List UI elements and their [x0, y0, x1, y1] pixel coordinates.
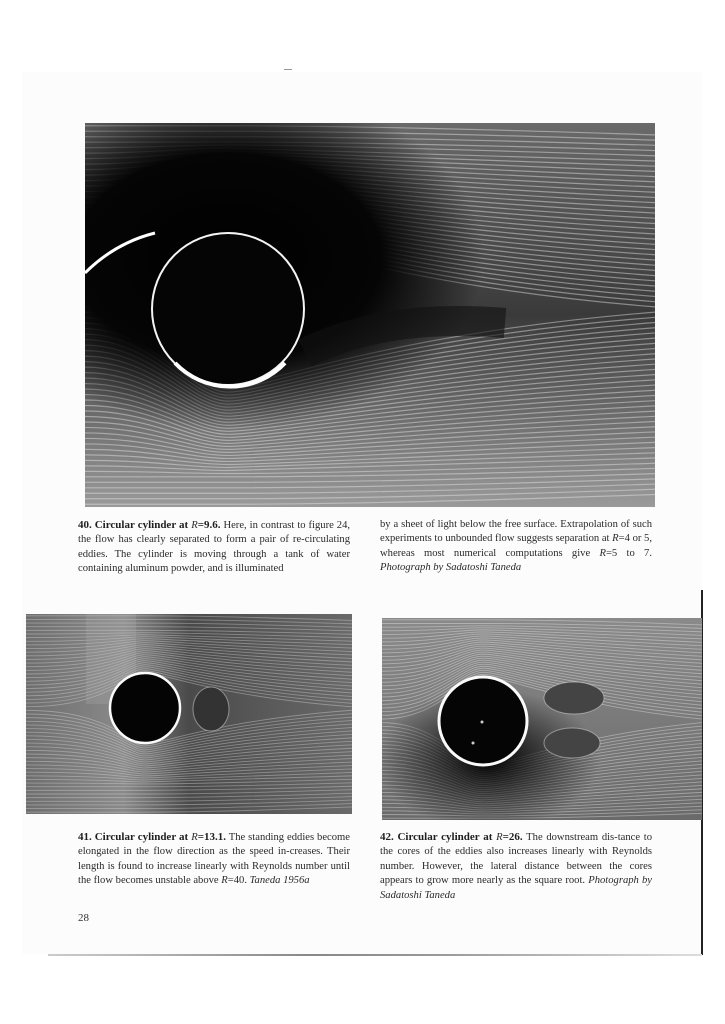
figure-42-reynolds-value: =26.: [502, 831, 523, 843]
figure-42-title: Circular cylinder at: [397, 831, 493, 843]
figure-40-title: Circular cylinder at: [94, 519, 189, 531]
figure-40-credit: Photograph by Sadatoshi Taneda: [380, 562, 522, 574]
figure-40-body-cont-3: =5 to 7.: [605, 547, 652, 559]
figure-41-body: The standing eddies become elongated in the flow direction as the speed in-creases. Their length is found to increase linearly with Reynolds number until the flow becomes unstable above: [78, 832, 350, 887]
figure-40-reynolds-symbol: R: [191, 520, 198, 531]
figure-40-photo: [85, 123, 655, 507]
figure-40-body: Here, in contrast to figure 24, the flow has clearly separated to form a pair of re-circulating eddies. The cylinder is moving through a tank of water containing aluminum powder, and is illuminated: [78, 520, 351, 575]
figure-41-number: 41.: [78, 831, 92, 843]
figure-42-number: 42.: [380, 831, 394, 843]
figure-42-credit: Photograph by Sadatoshi Taneda: [380, 875, 652, 901]
figure-42-photo: [382, 618, 702, 820]
figure-40-caption-column-2: [380, 518, 652, 576]
figure-40-reynolds-value: =9.6.: [197, 519, 221, 531]
figure-42-reynolds-symbol: R: [496, 832, 503, 843]
figure-41-reynolds-value: =13.1.: [197, 831, 226, 843]
figure-41-r-symbol: R: [221, 875, 228, 887]
figure-41-body-end: =40.: [227, 875, 247, 887]
figure-42-body: The downstream dis-tance to the cores of the eddies also increases linearly with Reynolds number. However, the lateral distance between the cores appears to grow more nearly as the square root.: [380, 832, 652, 887]
figure-41-title: Circular cylinder at: [94, 831, 189, 843]
figure-40-r-symbol-2: R: [599, 547, 606, 559]
figure-42-caption: [380, 830, 652, 903]
figure-40-body-cont-2: =4 or 5, whereas most numerical computations give: [380, 533, 652, 559]
figure-40-number: 40.: [78, 519, 92, 531]
figure-41-credit: Taneda 1956a: [249, 875, 310, 887]
figure-41-photo: [26, 614, 352, 814]
figure-41-reynolds-symbol: R: [191, 832, 198, 843]
figure-40-body-cont: by a sheet of light below the free surface. Extrapolation of such experiments to unbounded flow suggests separation at: [380, 519, 652, 545]
page-edge-bottom: [48, 954, 702, 956]
registration-mark: [284, 69, 292, 70]
figure-40-caption-column-1: [78, 518, 350, 577]
figure-40-r-symbol-1: R: [612, 533, 619, 545]
figure-41-caption: [78, 830, 350, 889]
page-number: 28: [78, 912, 89, 924]
